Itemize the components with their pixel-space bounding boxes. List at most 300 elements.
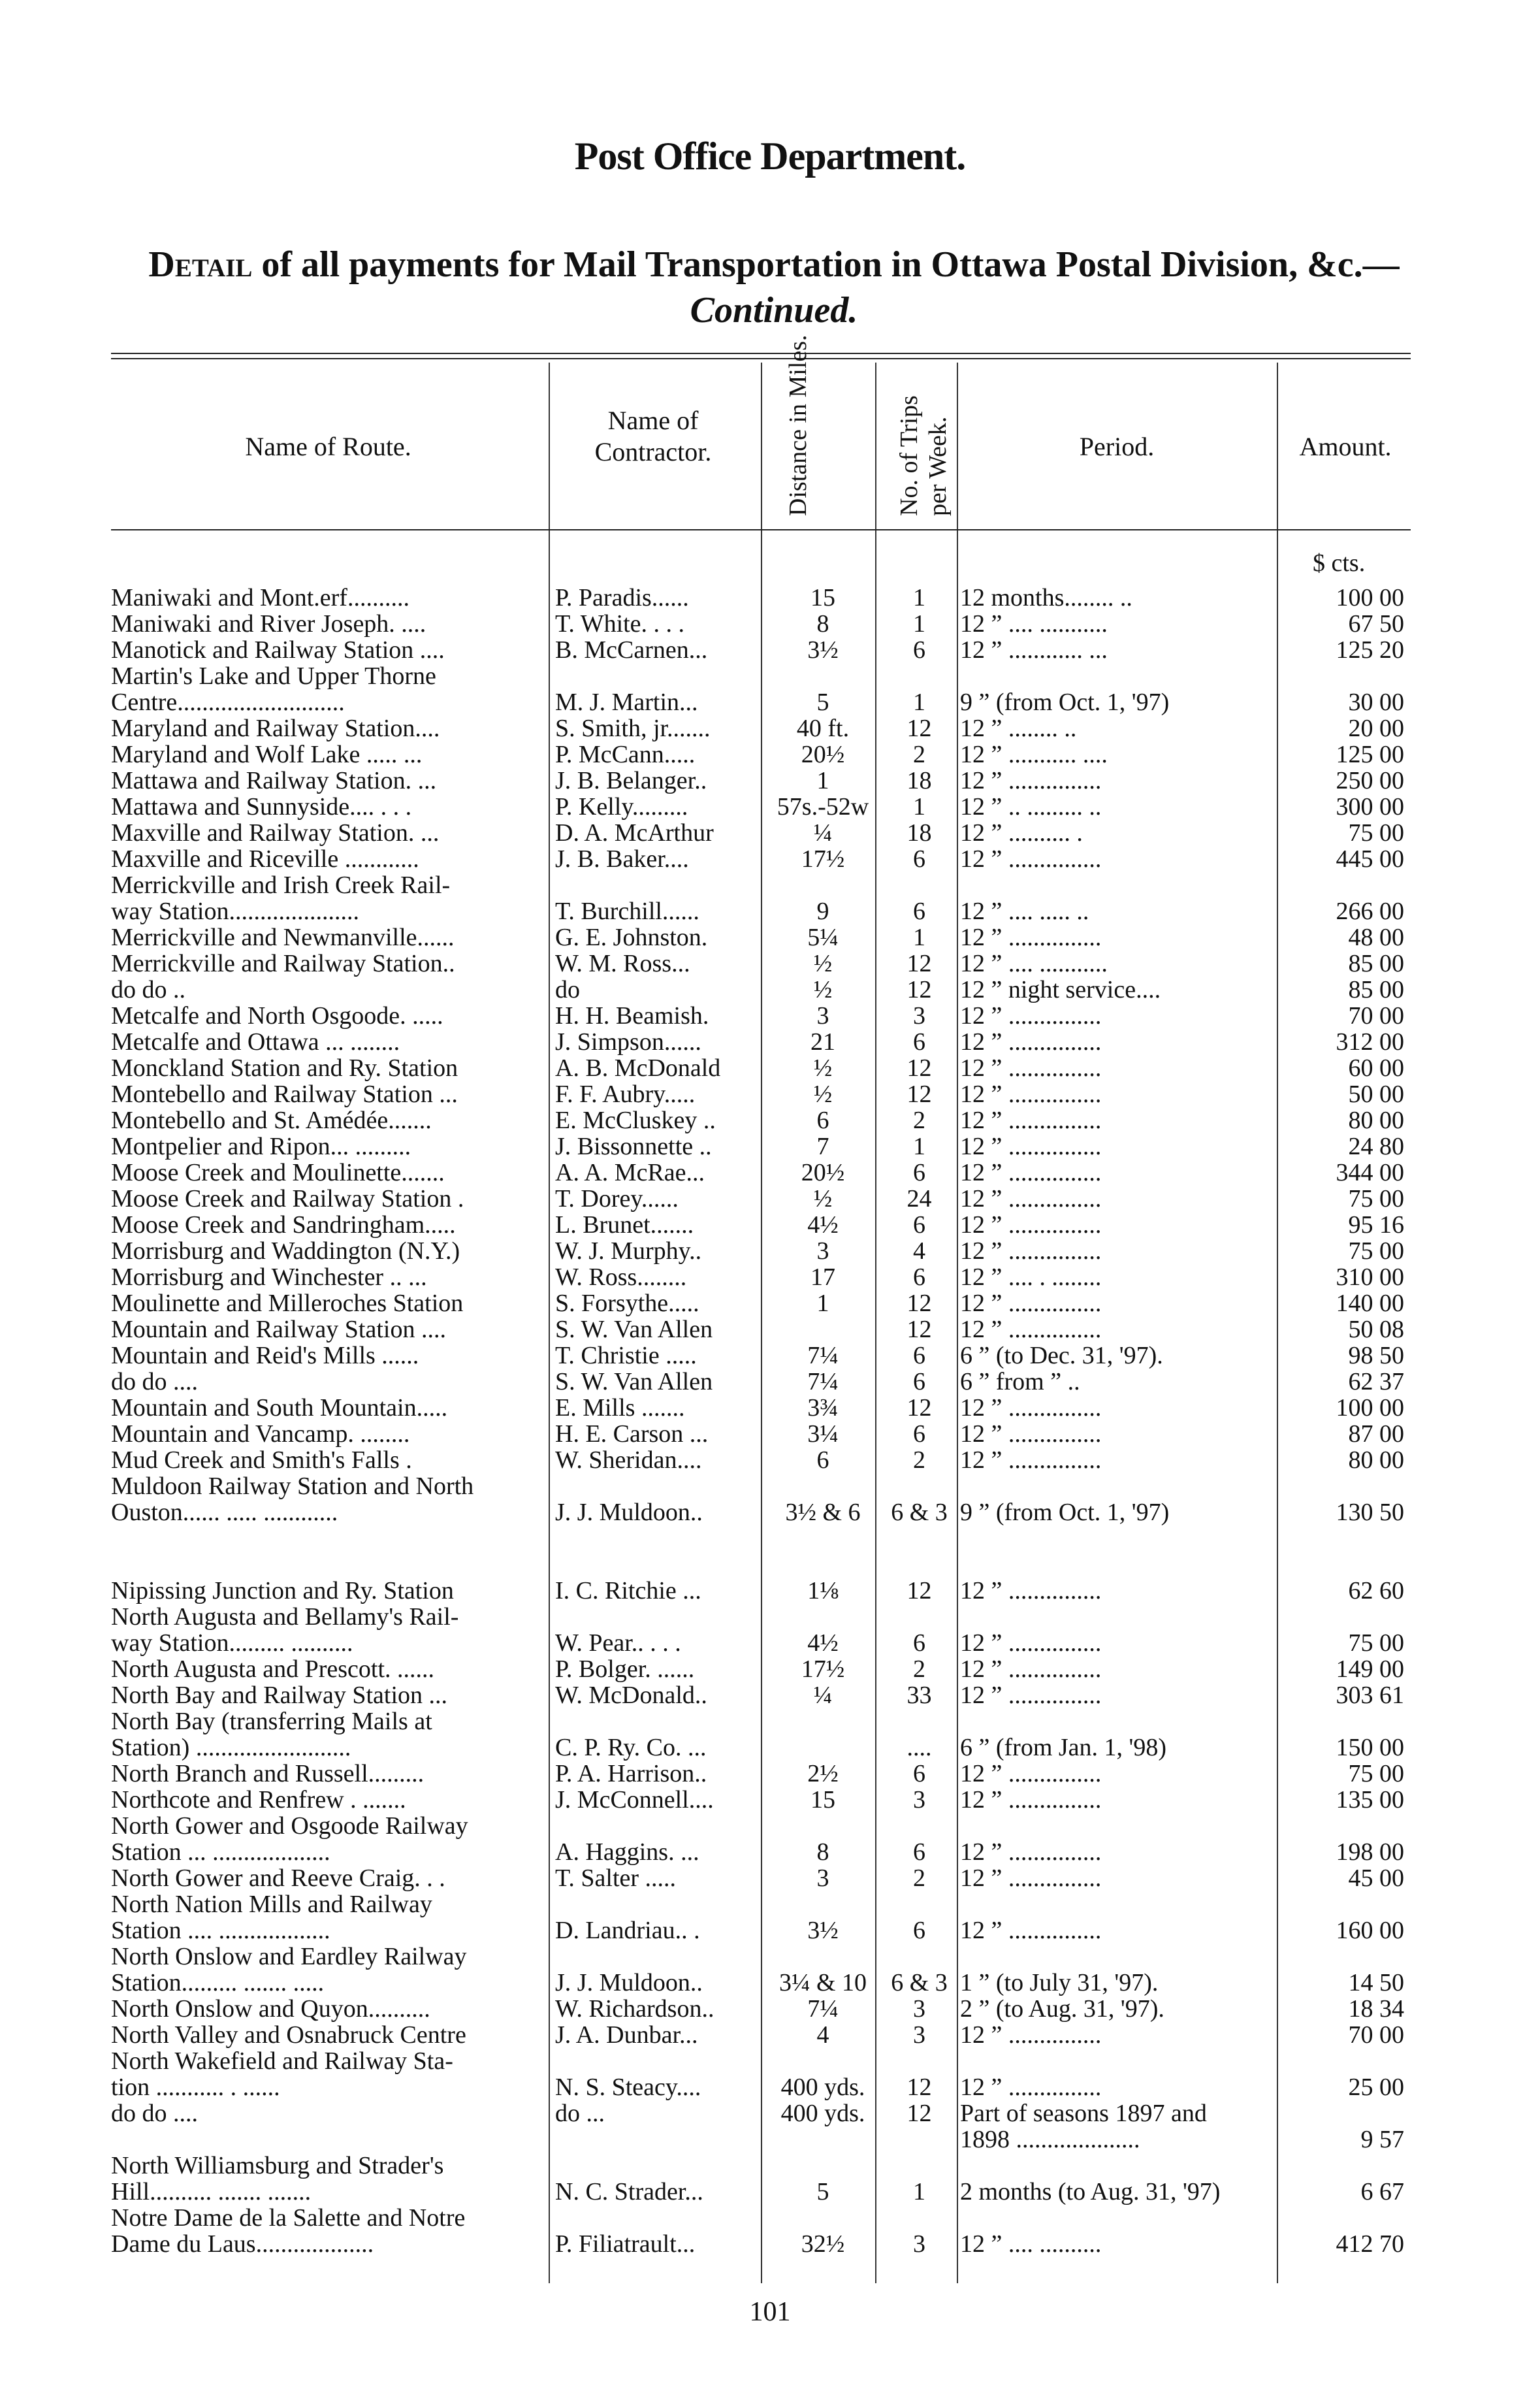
distance-cell: 5	[816, 689, 829, 716]
route-cell: Maryland and Railway Station....	[111, 715, 440, 741]
distance-cell: 8	[816, 1838, 829, 1866]
amount-cell: 98 50	[1348, 1342, 1404, 1369]
header-amount: Amount.	[1299, 432, 1392, 461]
trips-cell: 33	[906, 1682, 932, 1709]
period-cell: 12 ” ...............	[960, 2074, 1102, 2100]
contractor-cell: S. Forsythe.....	[555, 1290, 699, 1316]
period-cell: 12 ” .... . ........	[960, 1264, 1102, 1290]
table-row	[111, 846, 1411, 872]
period-cell: Part of seasons 1897 and	[960, 2100, 1207, 2126]
route-cell: North Nation Mills and Railway	[111, 1891, 432, 1917]
distance-cell: 9	[816, 898, 829, 925]
page-number: 101	[749, 2297, 791, 2327]
table-row	[111, 1369, 1411, 1395]
trips-cell: 3	[913, 2021, 925, 2049]
contractor-cell: W. Richardson..	[555, 1996, 714, 2022]
amount-cell: 412 70	[1336, 2230, 1404, 2258]
distance-cell: 400 yds.	[780, 2074, 865, 2101]
trips-cell: 6 & 3	[891, 1969, 948, 1996]
trips-cell: 6	[913, 1838, 925, 1866]
contractor-cell: do	[555, 977, 580, 1003]
contractor-cell: A. A. McRae...	[555, 1160, 705, 1186]
period-cell: 12 ” .... ..........	[960, 2231, 1102, 2257]
amount-cell: 60 00	[1348, 1054, 1404, 1082]
period-cell: 6 ” (to Dec. 31, '97).	[960, 1342, 1163, 1369]
period-cell: 12 ” ...............	[960, 1055, 1102, 1081]
distance-cell: ½	[813, 1081, 833, 1108]
trips-cell: 6	[913, 1760, 925, 1787]
trips-cell: 6	[913, 636, 925, 664]
amount-cell: 75 00	[1348, 1185, 1404, 1212]
period-cell: 12 ” ...............	[960, 1865, 1102, 1891]
table-row	[111, 1238, 1411, 1264]
distance-cell: ½	[813, 976, 833, 1003]
route-cell: Nipissing Junction and Ry. Station	[111, 1578, 454, 1604]
table-row	[111, 1447, 1411, 1473]
period-cell: 12 ” ...............	[960, 1003, 1102, 1029]
table-row	[111, 1107, 1411, 1133]
table-row	[111, 585, 1411, 611]
contractor-cell: D. Landriau.. .	[555, 1917, 700, 1944]
table-row	[111, 1552, 1411, 1578]
contractor-cell: M. J. Martin...	[555, 689, 698, 715]
route-cell: Maxville and Riceville ............	[111, 846, 419, 872]
distance-cell: 7¼	[807, 1995, 839, 2023]
trips-cell: 1	[913, 2178, 925, 2205]
distance-cell: ½	[813, 950, 833, 977]
trips-cell: 12	[906, 715, 932, 742]
trips-cell: 6	[913, 1342, 925, 1369]
amount-cell: 100 00	[1336, 584, 1404, 611]
period-cell: 12 ” ...............	[960, 1160, 1102, 1186]
contractor-cell: P. McCann.....	[555, 741, 696, 768]
distance-cell: 1	[816, 1290, 829, 1317]
trips-cell: 2	[913, 741, 925, 768]
route-cell: tion ........... . ......	[111, 2074, 280, 2100]
route-cell: Muldoon Railway Station and North	[111, 1473, 474, 1499]
caption-text: of all payments for Mail Transportation in Ottawa Postal Division, &c.—	[252, 244, 1400, 285]
contractor-cell: J. A. Dunbar...	[555, 2022, 698, 2048]
period-cell: 12 ” ...............	[960, 1578, 1102, 1604]
route-cell: Mountain and Reid's Mills ......	[111, 1342, 419, 1369]
amount-cell: 310 00	[1336, 1263, 1404, 1291]
distance-cell: ¼	[813, 819, 833, 847]
route-cell: Merrickville and Railway Station..	[111, 951, 455, 977]
period-cell: 12 ” ...............	[960, 1656, 1102, 1682]
route-cell: North Onslow and Quyon..........	[111, 1996, 430, 2022]
double-rule-top	[111, 353, 1411, 354]
caption-lead: Detail	[148, 244, 253, 285]
distance-cell: 20½	[801, 741, 845, 768]
trips-cell: 12	[906, 950, 932, 977]
route-cell: North Augusta and Bellamy's Rail-	[111, 1604, 459, 1630]
route-cell: Moose Creek and Railway Station .	[111, 1186, 464, 1212]
distance-cell: 400 yds.	[780, 2100, 865, 2127]
caption-continued: Continued.	[690, 290, 858, 331]
route-cell: North Williamsburg and Strader's	[111, 2153, 444, 2179]
period-cell: 6 ” from ” ..	[960, 1369, 1080, 1395]
route-cell: Moose Creek and Sandringham.....	[111, 1212, 456, 1238]
route-cell: Morrisburg and Winchester .. ...	[111, 1264, 427, 1290]
table-row	[111, 1264, 1411, 1290]
distance-cell: 3¾	[807, 1394, 839, 1422]
trips-cell: ....	[906, 1734, 932, 1761]
trips-cell: 12	[906, 1577, 932, 1604]
route-cell: Station) .........................	[111, 1734, 351, 1761]
distance-cell: ½	[813, 1185, 833, 1212]
contractor-cell: J. Bissonnette ..	[555, 1133, 712, 1160]
table-row	[111, 977, 1411, 1003]
amount-cell: 50 08	[1348, 1316, 1404, 1343]
contractor-cell: P. Paradis......	[555, 585, 689, 611]
table-row	[111, 1944, 1411, 1970]
table-row	[111, 898, 1411, 924]
route-cell: Northcote and Renfrew . .......	[111, 1787, 406, 1813]
trips-cell: 6	[913, 1159, 925, 1186]
table-row	[111, 663, 1411, 689]
contractor-cell: W. Sheridan....	[555, 1447, 702, 1473]
trips-cell: 18	[906, 767, 932, 794]
period-cell: 12 ” ...............	[960, 846, 1102, 872]
distance-cell: 4½	[807, 1211, 839, 1239]
period-cell: 12 ” ...............	[960, 1133, 1102, 1160]
period-cell: 12 ” ...............	[960, 1787, 1102, 1813]
trips-cell: 2	[913, 1446, 925, 1474]
amount-cell: 67 50	[1348, 610, 1404, 638]
trips-cell: 12	[906, 1081, 932, 1108]
route-cell: Mountain and Railway Station ....	[111, 1316, 446, 1342]
route-cell: Montebello and Railway Station ...	[111, 1081, 458, 1107]
distance-cell: 3½	[807, 1917, 839, 1944]
table-caption	[104, 242, 1443, 333]
trips-cell: 6	[913, 1629, 925, 1657]
table-row	[111, 1003, 1411, 1029]
distance-cell: 1	[816, 767, 829, 794]
table-row	[111, 1421, 1411, 1447]
distance-cell: 8	[816, 610, 829, 638]
contractor-cell: I. C. Ritchie ...	[555, 1578, 701, 1604]
period-cell: 1 ” (to July 31, '97).	[960, 1970, 1159, 1996]
table-row	[111, 1630, 1411, 1656]
amount-cell: 75 00	[1348, 1237, 1404, 1265]
period-cell: 2 months (to Aug. 31, '97)	[960, 2179, 1221, 2205]
period-cell: 12 ” ...............	[960, 2022, 1102, 2048]
distance-cell: 21	[810, 1028, 835, 1056]
contractor-cell: C. P. Ry. Co. ...	[555, 1734, 707, 1761]
trips-cell: 24	[906, 1185, 932, 1212]
contractor-cell: W. Pear.. . . .	[555, 1630, 681, 1656]
amount-cell: 75 00	[1348, 1760, 1404, 1787]
period-cell: 12 ” ...............	[960, 1421, 1102, 1447]
trips-cell: 2	[913, 1655, 925, 1683]
contractor-cell: W. M. Ross...	[555, 951, 690, 977]
table-row	[111, 1055, 1411, 1081]
header-route: Name of Route.	[245, 432, 411, 461]
contractor-cell: H. H. Beamish.	[555, 1003, 709, 1029]
route-cell: Moose Creek and Moulinette.......	[111, 1160, 445, 1186]
table-row	[111, 872, 1411, 898]
table-row	[111, 741, 1411, 768]
table-row	[111, 1133, 1411, 1160]
table-row	[111, 1865, 1411, 1891]
trips-cell: 12	[906, 1394, 932, 1422]
table-row	[111, 1656, 1411, 1682]
table-row	[111, 2179, 1411, 2205]
route-cell: Mountain and Vancamp. ........	[111, 1421, 410, 1447]
contractor-cell: L. Brunet.......	[555, 1212, 694, 1238]
amount-cell: 6 67	[1360, 2178, 1404, 2205]
amount-cell: 160 00	[1336, 1917, 1404, 1944]
table-row	[111, 1342, 1411, 1369]
amount-cell: 25 00	[1348, 2074, 1404, 2101]
trips-cell: 6	[913, 1263, 925, 1291]
distance-cell: 57s.-52w	[777, 793, 869, 821]
amount-cell: 62 60	[1348, 1577, 1404, 1604]
period-cell: 12 ” ...............	[960, 1212, 1102, 1238]
trips-cell: 1	[913, 689, 925, 716]
route-cell: North Onslow and Eardley Railway	[111, 1944, 467, 1970]
trips-cell: 12	[906, 2100, 932, 2127]
distance-cell: 3¼	[807, 1420, 839, 1448]
amount-cell: 70 00	[1348, 1002, 1404, 1030]
table-row	[111, 1734, 1411, 1761]
distance-cell: 5¼	[807, 924, 839, 951]
contractor-cell: do ...	[555, 2100, 605, 2126]
trips-cell: 6	[913, 1368, 925, 1395]
amount-cell: 150 00	[1336, 1734, 1404, 1761]
table-row	[111, 637, 1411, 663]
amount-cell: 80 00	[1348, 1107, 1404, 1134]
page-title: Post Office Department.	[574, 135, 966, 178]
route-cell: Notre Dame de la Salette and Notre	[111, 2205, 466, 2231]
trips-cell: 3	[913, 1002, 925, 1030]
contractor-cell: F. F. Aubry.....	[555, 1081, 696, 1107]
table-row	[111, 924, 1411, 951]
table-row	[111, 2153, 1411, 2179]
contractor-cell: J. J. Muldoon..	[555, 1499, 703, 1525]
amount-cell: 45 00	[1348, 1864, 1404, 1892]
amount-cell: 125 00	[1336, 741, 1404, 768]
route-cell: Centre...........................	[111, 689, 345, 715]
distance-cell: ½	[813, 1054, 833, 1082]
period-cell: 12 ” ...............	[960, 1447, 1102, 1473]
route-cell: North Wakefield and Railway Sta-	[111, 2048, 453, 2074]
trips-cell: 12	[906, 976, 932, 1003]
amount-cell: 198 00	[1336, 1838, 1404, 1866]
period-cell: 12 ” .. ......... ..	[960, 794, 1102, 820]
contractor-cell: J. J. Muldoon..	[555, 1970, 703, 1996]
table-row	[111, 1578, 1411, 1604]
table-row	[111, 1708, 1411, 1734]
amount-cell: 50 00	[1348, 1081, 1404, 1108]
distance-cell: 5	[816, 2178, 829, 2205]
contractor-cell: P. Bolger. ......	[555, 1656, 695, 1682]
distance-cell: 20½	[801, 1159, 845, 1186]
trips-cell: 6	[913, 1420, 925, 1448]
table-row	[111, 1839, 1411, 1865]
amount-cell: 266 00	[1336, 898, 1404, 925]
route-cell: Martin's Lake and Upper Thorne	[111, 663, 436, 689]
period-cell: 2 ” (to Aug. 31, '97).	[960, 1996, 1164, 2022]
table-row	[111, 1970, 1411, 1996]
period-cell: 12 ” ............ ...	[960, 637, 1108, 663]
route-cell: do do ..	[111, 977, 185, 1003]
double-rule-bottom	[111, 358, 1411, 359]
table-row	[111, 1081, 1411, 1107]
period-cell: 12 ” ...............	[960, 768, 1102, 794]
amount-cell: 20 00	[1348, 715, 1404, 742]
route-cell: way Station.....................	[111, 898, 359, 924]
route-cell: Merrickville and Newmanville......	[111, 924, 455, 951]
route-cell: Station......... ....... .....	[111, 1970, 325, 1996]
distance-cell: 7¼	[807, 1342, 839, 1369]
header-contractor: Name of Contractor.	[594, 406, 712, 466]
period-cell: 12 ” night service....	[960, 977, 1161, 1003]
table-row	[111, 1499, 1411, 1525]
contractor-cell: N. S. Steacy....	[555, 2074, 701, 2100]
distance-cell: 7	[816, 1133, 829, 1160]
contractor-cell: D. A. McArthur	[555, 820, 714, 846]
route-cell: Station ... ...................	[111, 1839, 330, 1865]
amount-cell: 9 57	[1360, 2126, 1404, 2153]
period-cell: 12 ” ...............	[960, 1081, 1102, 1107]
trips-cell: 1	[913, 584, 925, 611]
period-cell: 12 ” ...............	[960, 924, 1102, 951]
distance-cell: 17½	[801, 845, 845, 873]
amount-cell: 18 34	[1348, 1995, 1404, 2023]
contractor-cell: S. Smith, jr.......	[555, 715, 711, 741]
distance-cell: 6	[816, 1107, 829, 1134]
amount-cell: 48 00	[1348, 924, 1404, 951]
distance-cell: 15	[810, 1786, 835, 1814]
contractor-cell: J. B. Baker....	[555, 846, 689, 872]
distance-cell: 1⅛	[807, 1577, 839, 1604]
distance-cell: 17½	[801, 1655, 845, 1683]
amount-cell: 100 00	[1336, 1394, 1404, 1422]
table-row	[111, 1316, 1411, 1342]
contractor-cell: A. B. McDonald	[555, 1055, 721, 1081]
trips-cell: 1	[913, 1133, 925, 1160]
table-row	[111, 2100, 1411, 2126]
route-cell: Maniwaki and River Joseph. ....	[111, 611, 426, 637]
trips-cell: 12	[906, 1054, 932, 1082]
period-cell: 12 ” ...............	[960, 1290, 1102, 1316]
amount-cell: 62 37	[1348, 1368, 1404, 1395]
route-cell: North Gower and Reeve Craig. . .	[111, 1865, 445, 1891]
route-cell: way Station......... ..........	[111, 1630, 353, 1656]
period-cell: 12 ” .... ...........	[960, 611, 1108, 637]
amount-cell: 70 00	[1348, 2021, 1404, 2049]
contractor-cell: N. C. Strader...	[555, 2179, 703, 2205]
table-row	[111, 1891, 1411, 1917]
route-cell: Hill.......... ....... .......	[111, 2179, 312, 2205]
distance-cell: 3	[816, 1237, 829, 1265]
amount-cell: 344 00	[1336, 1159, 1404, 1186]
table-row	[111, 2048, 1411, 2074]
trips-cell: 18	[906, 819, 932, 847]
route-cell: do do ....	[111, 1369, 198, 1395]
table-row	[111, 1473, 1411, 1499]
route-cell: Maryland and Wolf Lake ..... ...	[111, 741, 423, 768]
distance-cell: 7¼	[807, 1368, 839, 1395]
header-rule	[111, 529, 1411, 530]
table-row	[111, 2126, 1411, 2153]
contractor-cell: W. Ross........	[555, 1264, 687, 1290]
period-cell: 9 ” (from Oct. 1, '97)	[960, 1499, 1170, 1525]
table-row	[111, 611, 1411, 637]
trips-cell: 6	[913, 898, 925, 925]
table-row	[111, 768, 1411, 794]
trips-cell: 3	[913, 1786, 925, 1814]
amount-cell: 14 50	[1348, 1969, 1404, 1996]
period-cell: 12 ” ........... ....	[960, 741, 1108, 768]
contractor-cell: P. A. Harrison..	[555, 1761, 707, 1787]
trips-cell: 12	[906, 2074, 932, 2101]
period-cell: 12 ” ........ ..	[960, 715, 1077, 741]
header-distance: Distance in Miles.	[784, 334, 812, 516]
header-trips: No. of Trips per Week.	[895, 395, 952, 516]
table-row	[111, 1604, 1411, 1630]
period-cell: 12 ” .......... .	[960, 820, 1083, 846]
route-cell: North Gower and Osgoode Railway	[111, 1813, 468, 1839]
table-row	[111, 715, 1411, 741]
route-cell: Monckland Station and Ry. Station	[111, 1055, 458, 1081]
distance-cell: 4½	[807, 1629, 839, 1657]
period-cell: 12 ” .... ...........	[960, 951, 1108, 977]
contractor-cell: W. J. Murphy..	[555, 1238, 702, 1264]
table-row	[111, 1395, 1411, 1421]
period-cell: 12 ” ...............	[960, 1107, 1102, 1133]
route-cell: Morrisburg and Waddington (N.Y.)	[111, 1238, 460, 1264]
period-cell: 12 ” ...............	[960, 1630, 1102, 1656]
amount-cell: 87 00	[1348, 1420, 1404, 1448]
contractor-cell: T. Dorey......	[555, 1186, 679, 1212]
route-cell: Maxville and Railway Station. ...	[111, 820, 440, 846]
table-row	[111, 2022, 1411, 2048]
table-row	[111, 1917, 1411, 1944]
amount-cell: 303 61	[1336, 1682, 1404, 1709]
route-cell: Ouston...... ..... ............	[111, 1499, 338, 1525]
period-cell: 12 ” ...............	[960, 1238, 1102, 1264]
table-row	[111, 1029, 1411, 1055]
route-cell: Metcalfe and Ottawa ... ........	[111, 1029, 400, 1055]
table-row	[111, 794, 1411, 820]
trips-cell: 6 & 3	[891, 1499, 948, 1526]
period-cell: 12 ” ...............	[960, 1761, 1102, 1787]
amount-cell: 85 00	[1348, 976, 1404, 1003]
route-cell: Mattawa and Sunnyside.... . . .	[111, 794, 412, 820]
route-cell: North Bay and Railway Station ...	[111, 1682, 448, 1708]
table-row	[111, 1525, 1411, 1552]
trips-cell: 6	[913, 1211, 925, 1239]
distance-cell: 15	[810, 584, 835, 611]
table-row	[111, 1761, 1411, 1787]
contractor-cell: E. Mills .......	[555, 1395, 685, 1421]
period-cell: 12 ” ...............	[960, 1682, 1102, 1708]
period-cell: 12 ” ...............	[960, 1029, 1102, 1055]
period-cell: 12 ” ...............	[960, 1186, 1102, 1212]
period-cell: 1898 ....................	[960, 2126, 1140, 2153]
period-cell: 9 ” (from Oct. 1, '97)	[960, 689, 1170, 715]
table-row	[111, 1212, 1411, 1238]
route-cell: Station .... ..................	[111, 1917, 330, 1944]
distance-cell: 3¼ & 10	[778, 1969, 867, 1996]
contractor-cell: T. Burchill......	[555, 898, 699, 924]
trips-cell: 3	[913, 2230, 925, 2258]
trips-cell: 2	[913, 1107, 925, 1134]
table-row	[111, 1682, 1411, 1708]
route-cell: Merrickville and Irish Creek Rail-	[111, 872, 451, 898]
